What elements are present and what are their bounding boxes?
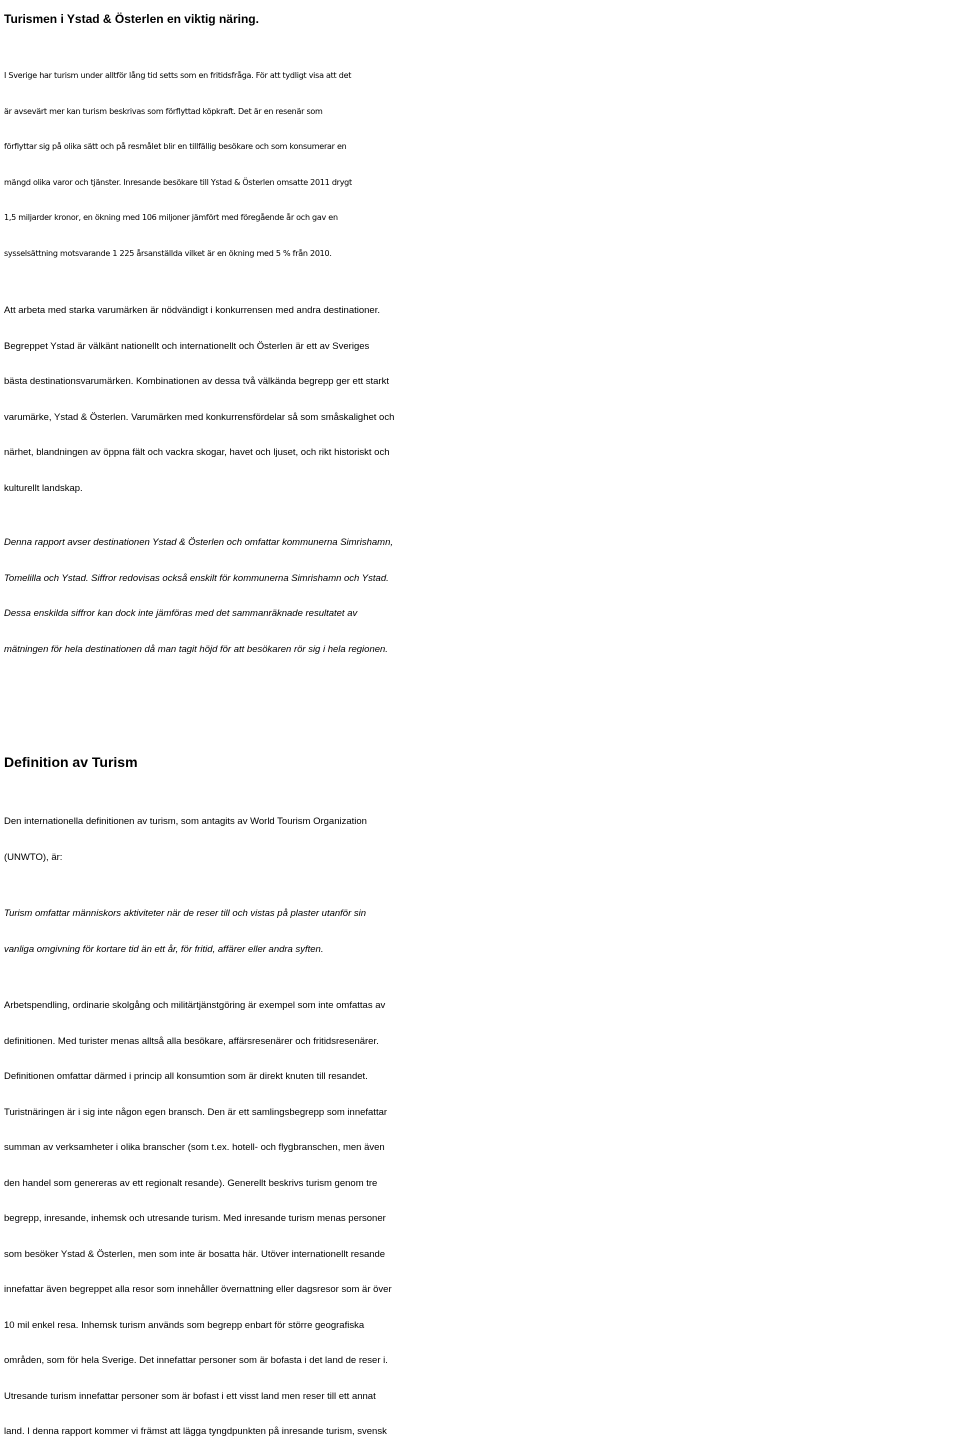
- definition-body-line: begrepp, inresande, inhemsk och utresande turism. Med inresande turism menas personer: [4, 1213, 386, 1224]
- brand-line: kulturellt landskap.: [4, 482, 83, 494]
- document-title: Turismen i Ystad & Österlen en viktig näring.: [4, 12, 259, 26]
- intro-line: I Sverige har turism under alltför lång tid setts som en fritidsfråga. För att tydligt visa att det: [4, 71, 352, 80]
- definition-body-line: Arbetspendling, ordinarie skolgång och militärtjänstgöring är exempel som inte omfattas av: [4, 1000, 386, 1011]
- intro-line: förflyttar sig på olika sätt och på resmålet blir en tillfällig besökare och som konsumerar en: [4, 142, 347, 151]
- definition-intro-line: (UNWTO), är:: [4, 851, 63, 863]
- scope-line: Dessa enskilda siffror kan dock inte jämföras med det sammanräknade resultatet av: [4, 608, 358, 619]
- brand-line: bästa destinationsvarumärken. Kombinationen av dessa två välkända begrepp ger ett starkt: [4, 376, 389, 387]
- intro-line: mängd olika varor och tjänster. Inresande besökare till Ystad & Österlen omsatte 2011 drygt: [4, 177, 352, 187]
- scope-line: Tomelilla och Ystad. Siffror redovisas också enskilt för kommunerna Simrishamn och Ystad.: [4, 572, 389, 584]
- definition-body-line: Definitionen omfattar därmed i princip all konsumtion som är direkt knuten till resandet.: [4, 1071, 368, 1082]
- brand-line: varumärke, Ystad & Österlen. Varumärken med konkurrensfördelar så som småskalighet och: [4, 411, 395, 423]
- definition-body-line: definitionen. Med turister menas alltså alla besökare, affärsresenärer och fritidsresenärer.: [4, 1035, 379, 1047]
- definition-intro: [4, 804, 960, 875]
- definition-body-line: land. I denna rapport kommer vi främst att lägga tyngdpunkten på inresande turism, svensk: [4, 1426, 387, 1437]
- definition-quote-line: vanliga omgivning för kortare tid än ett år, för fritid, affärer eller andra syften.: [4, 943, 324, 955]
- definition-body: [4, 988, 960, 1450]
- intro-line: 1,5 miljarder kronor, en ökning med 106 miljoner jämfört med föregående år och gav en: [4, 213, 338, 222]
- definition-heading: Definition av Turism: [4, 754, 138, 770]
- definition-quote: [4, 896, 960, 967]
- definition-body-line: områden, som för hela Sverige. Det innefattar personer som är bofasta i det land de reser i.: [4, 1355, 388, 1366]
- intro-line: är avsevärt mer kan turism beskrivas som förflyttad köpkraft. Det är en resenär som: [4, 106, 323, 116]
- definition-body-line: summan av verksamheter i olika branscher (som t.ex. hotell- och flygbranschen, men även: [4, 1142, 385, 1153]
- definition-body-line: 10 mil enkel resa. Inhemsk turism används som begrepp enbart för större geografiska: [4, 1319, 365, 1331]
- scope-paragraph: [4, 525, 960, 667]
- brand-line: Att arbeta med starka varumärken är nödvändigt i konkurrensen med andra destinationer.: [4, 305, 380, 316]
- definition-body-line: den handel som genereras av ett regionalt resande). Generellt beskrivs turism genom tre: [4, 1177, 378, 1189]
- definition-body-line: innefattar även begreppet alla resor som innehåller övernattning eller dagsresor som är över: [4, 1284, 392, 1295]
- brand-paragraph: [4, 293, 960, 506]
- definition-quote-line: Turism omfattar människors aktiviteter när de reser till och vistas på plaster utanför sin: [4, 908, 367, 919]
- intro-paragraph: [4, 58, 960, 271]
- definition-body-line: Turistnäringen är i sig inte någon egen bransch. Den är ett samlingsbegrepp som innefattar: [4, 1106, 388, 1118]
- brand-line: närhet, blandningen av öppna fält och vackra skogar, havet och ljuset, och rikt historiskt och: [4, 447, 390, 458]
- definition-body-line: Utresande turism innefattar personer som är bofast i ett visst land men reser till ett annat: [4, 1390, 376, 1402]
- intro-line: sysselsättning motsvarande 1 225 årsanställda vilket är en ökning med 5 % från 2010.: [4, 248, 332, 258]
- brand-line: Begreppet Ystad är välkänt nationellt och internationellt och Österlen är ett av Sveriges: [4, 340, 370, 352]
- scope-line: mätningen för hela destinationen då man tagit höjd för att besökaren rör sig i hela regionen.: [4, 643, 388, 655]
- definition-intro-line: Den internationella definitionen av turism, som antagits av World Tourism Organization: [4, 816, 367, 827]
- scope-line: Denna rapport avser destinationen Ystad & Österlen och omfattar kommunerna Simrishamn,: [4, 537, 393, 548]
- definition-body-line: som besöker Ystad & Österlen, men som inte är bosatta här. Utöver internationellt resande: [4, 1248, 386, 1260]
